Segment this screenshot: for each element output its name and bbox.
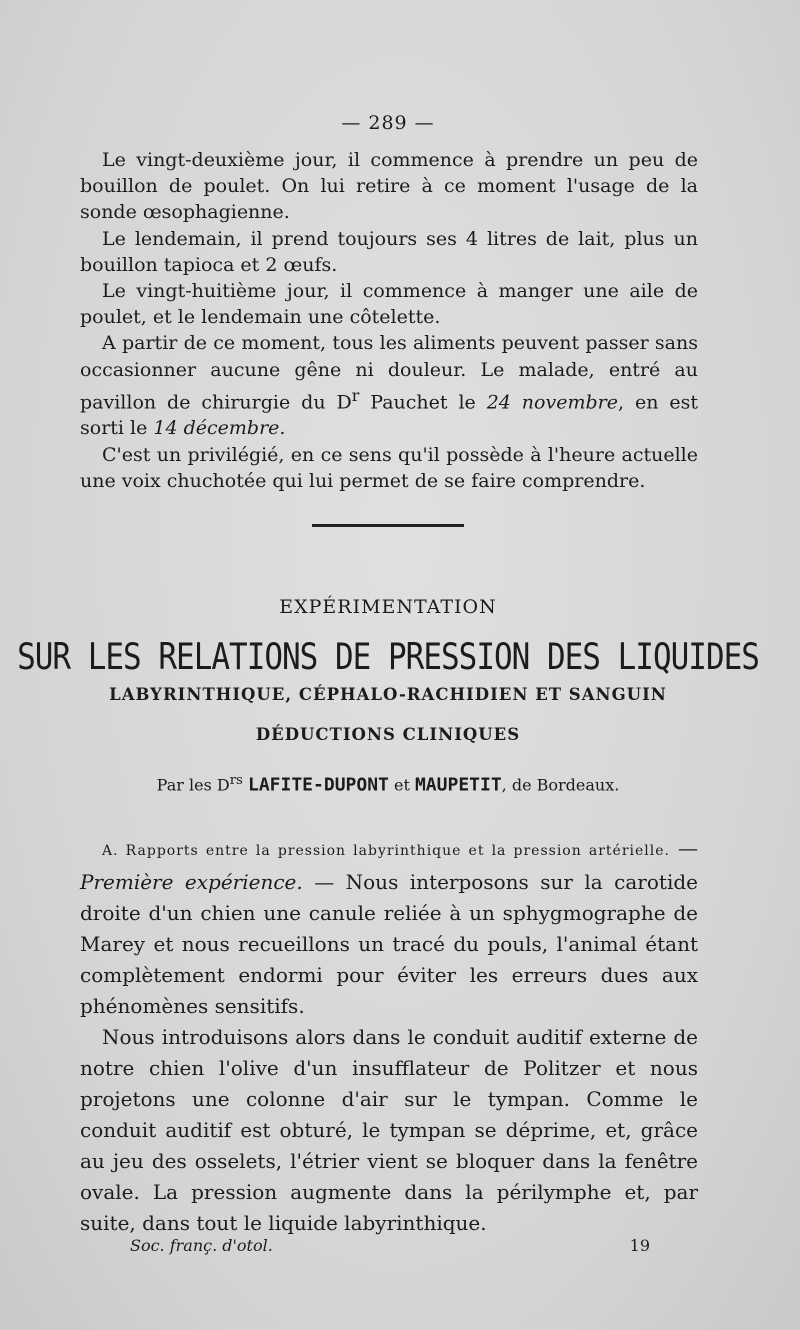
byline-text: Par les D (156, 775, 230, 795)
paragraph: Le vingt-huitième jour, il commence à manger une aile de poulet, et le lendemain une côtelette. (80, 280, 698, 329)
case-report-text (80, 147, 698, 494)
superscript: rs (229, 773, 243, 788)
section-divider (312, 524, 464, 527)
date-italic: 24 novembre (486, 391, 618, 414)
text-run: — (669, 836, 699, 860)
byline (0, 773, 776, 795)
page-footer (130, 1236, 650, 1255)
section-lead: A. Rapports entre la pression labyrinthique et la pression artérielle. (102, 843, 670, 859)
text-run: Pauchet le (359, 391, 487, 414)
superscript: r (351, 385, 360, 405)
author-name: MAUPETIT (414, 774, 502, 796)
journal-name: Soc. franç. d'otol. (130, 1236, 273, 1255)
italic-run: Première expérience. (80, 870, 303, 894)
byline-text: et (388, 775, 415, 795)
paragraph: Le vingt-deuxième jour, il commence à prendre un peu de bouillon de poulet. On lui retire à ce moment l'usage de la sonde œsophagienne. (80, 149, 698, 224)
paragraph: C'est un privilégié, en ce sens qu'il possède à l'heure actuelle une voix chuchotée qui lui permet de se faire comprendre. (80, 443, 698, 492)
text-run: A partir de ce moment, tous les aliments peuvent passer sans occasionner aucune gêne ni douleur. Le malade, entré au pavillon de chirurgie du D (80, 332, 698, 414)
article-kicker: EXPÉRIMENTATION (279, 596, 497, 618)
paragraph (80, 833, 698, 1022)
article-subtitle-2: DÉDUCTIONS CLINIQUES (255, 725, 521, 744)
text-run: — Nous interposons sur la carotide droite d'un chien une canule reliée à un sphygmographe de Marey et nous recueillons un tracé du pouls, l'animal étant complètement endormi pour éviter les erreurs dues aux phénomènes sensitifs. (80, 870, 698, 1018)
author-name: LAFITE-DUPONT (248, 774, 389, 796)
article-subtitle: LABYRINTHIQUE, CÉPHALO-RACHIDIEN ET SANGUIN (109, 685, 667, 704)
date-italic: 14 décembre. (153, 417, 286, 440)
article-title: SUR LES RELATIONS DE PRESSION DES LIQUIDES (17, 636, 759, 679)
byline-text: , de Bordeaux. (501, 775, 620, 795)
paragraph (80, 330, 698, 441)
paragraph: Le lendemain, il prend toujours ses 4 litres de lait, plus un bouillon tapioca et 2 œufs. (80, 227, 698, 276)
article-body (80, 833, 698, 1239)
page-number: — 289 — (341, 112, 435, 134)
text-run: , en est sorti le (80, 391, 698, 440)
paragraph: Nous introduisons alors dans le conduit auditif externe de notre chien l'olive d'un insufflateur de Politzer et nous projetons une colonne d'air sur le tympan. Comme le conduit auditif est obturé, le tympan se déprime, et, grâce au jeu des osselets, l'étrier vient se bloquer dans la fenêtre ovale. La pression augmente dans la périlymphe et, par suite, dans tout le liquide labyrinthique. (80, 1025, 698, 1235)
signature-mark: 19 (629, 1236, 650, 1255)
